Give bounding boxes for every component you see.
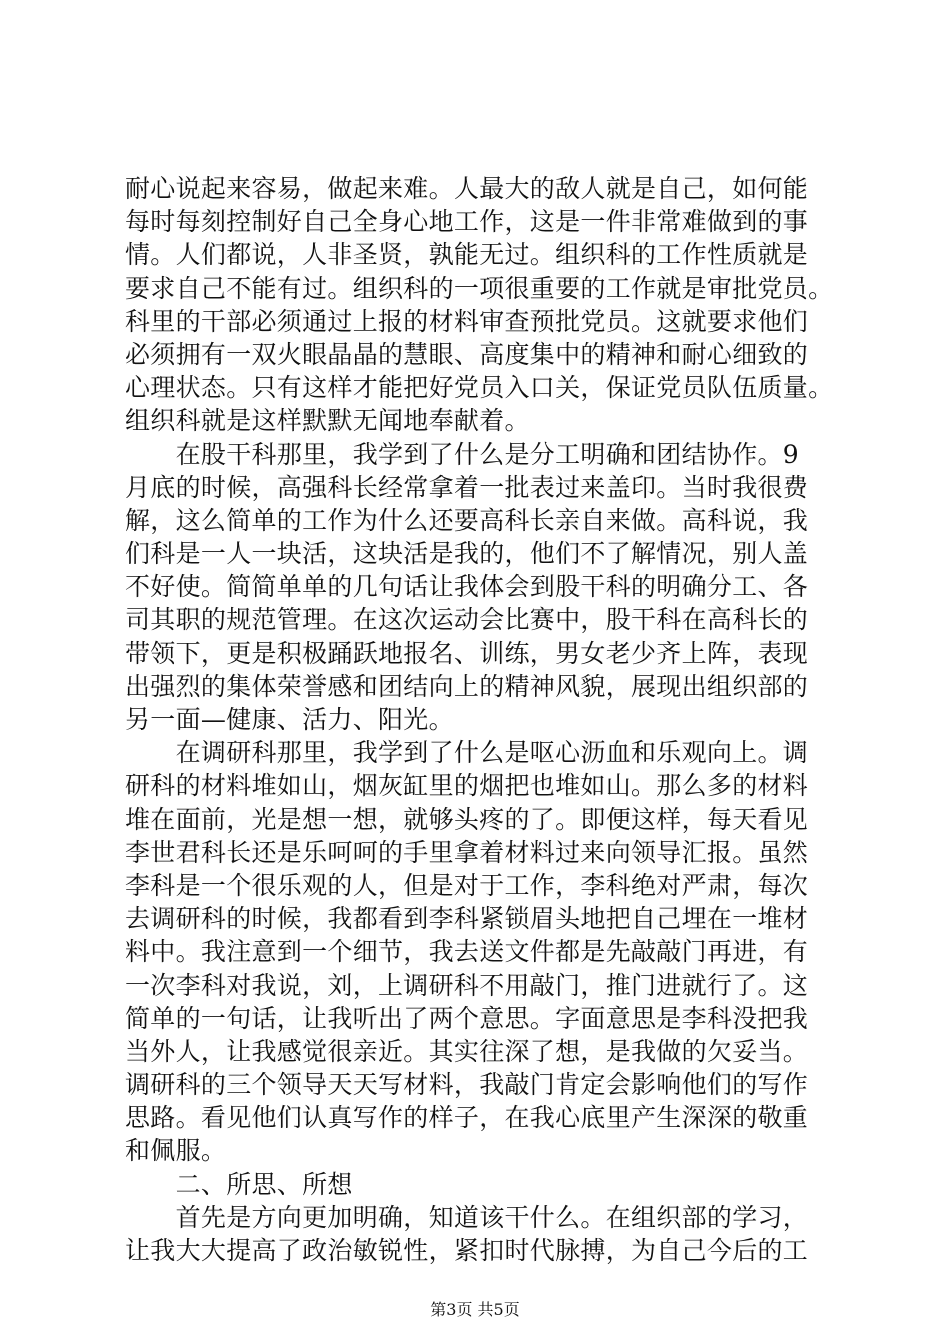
- text-line: 首先是方向更加明确，知道该干什么。在组织部的学习，: [125, 1202, 809, 1232]
- text-line: 出强烈的集体荣誉感和团结向上的精神风貌，展现出组织部的: [125, 671, 809, 701]
- text-line: 思路。看见他们认真写作的样子，在我心底里产生深深的敬重: [125, 1103, 809, 1133]
- text-line: 另一面—健康、活力、阳光。: [125, 705, 454, 734]
- text-line: 带领下，更是积极踊跃地报名、训练，男女老少齐上阵，表现: [125, 638, 809, 668]
- text-line: 科里的干部必须通过上报的材料审查预批党员。这就要求他们: [125, 306, 809, 336]
- text-line: 心理状态。只有这样才能把好党员入口关，保证党员队伍质量。: [125, 373, 834, 403]
- text-line: 李科是一个很乐观的人，但是对于工作，李科绝对严肃，每次: [125, 870, 809, 900]
- text-line: 一次李科对我说，刘，上调研科不用敲门，推门进就行了。这: [125, 970, 809, 1000]
- text-line: 不好使。简简单单的几句话让我体会到股干科的明确分工、各: [125, 572, 809, 602]
- text-line: 耐心说起来容易，做起来难。人最大的敌人就是自己，如何能: [125, 174, 809, 203]
- text-line: 研科的材料堆如山，烟灰缸里的烟把也堆如山。那么多的材料: [125, 771, 809, 801]
- text-line: 情。人们都说，人非圣贤，孰能无过。组织科的工作性质就是: [125, 240, 809, 270]
- text-line: 必须拥有一双火眼晶晶的慧眼、高度集中的精神和耐心细致的: [125, 339, 809, 369]
- text-line: 堆在面前，光是想一想，就够头疼的了。即便这样，每天看见: [125, 804, 809, 834]
- text-line: 在股干科那里，我学到了什么是分工明确和团结协作。9: [125, 439, 800, 469]
- document-body: [125, 172, 834, 1267]
- text-line: 李世君科长还是乐呵呵的手里拿着材料过来向领导汇报。虽然: [125, 837, 809, 867]
- text-line: 在调研科那里，我学到了什么是呕心沥血和乐观向上。调: [125, 738, 809, 768]
- text-line: 当外人，让我感觉很亲近。其实往深了想，是我做的欠妥当。: [125, 1036, 809, 1066]
- section-heading: 二、所思、所想: [125, 1169, 353, 1199]
- text-line: 料中。我注意到一个细节，我去送文件都是先敲敲门再进，有: [125, 937, 809, 967]
- page-number-footer: 第3页 共5页: [430, 1300, 520, 1319]
- text-line: 解，这么简单的工作为什么还要高科长亲自来做。高科说，我: [125, 505, 809, 535]
- text-line: 们科是一人一块活，这块活是我的，他们不了解情况，别人盖: [125, 539, 809, 569]
- text-line: 让我大大提高了政治敏锐性，紧扣时代脉搏，为自己今后的工: [125, 1236, 809, 1265]
- text-line: 去调研科的时候，我都看到李科紧锁眉头地把自己埋在一堆材: [125, 904, 809, 934]
- text-line: 调研科的三个领导天天写材料，我敲门肯定会影响他们的写作: [125, 1070, 809, 1100]
- text-line: 和佩服。: [125, 1136, 227, 1166]
- text-line: 要求自己不能有过。组织科的一项很重要的工作就是审批党员。: [125, 273, 834, 303]
- text-line: 月底的时候，高强科长经常拿着一批表过来盖印。当时我很费: [125, 472, 809, 502]
- text-line: 简单的一句话，让我听出了两个意思。字面意思是李科没把我: [125, 1003, 809, 1033]
- text-line: 司其职的规范管理。在这次运动会比赛中，股干科在高科长的: [125, 605, 809, 635]
- text-line: 组织科就是这样默默无闻地奉献着。: [125, 406, 530, 436]
- text-line: 每时每刻控制好自己全身心地工作，这是一件非常难做到的事: [125, 207, 809, 237]
